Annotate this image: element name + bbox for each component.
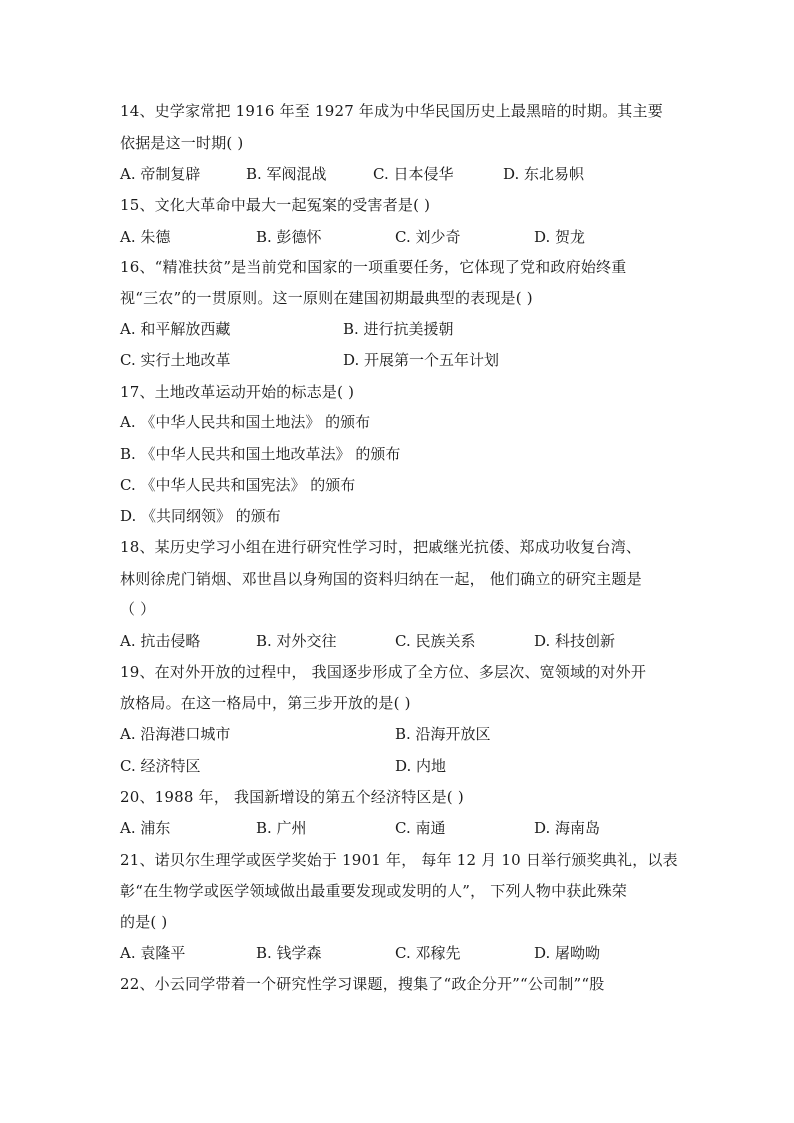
question-16-option-d: D. 开展第一个五年计划 [343, 351, 500, 369]
question-19-option-c: C. 经济特区 [120, 757, 201, 775]
question-21-option-b: B. 钱学森 [256, 944, 322, 962]
question-15-option-b: B. 彭德怀 [256, 228, 322, 246]
question-19-stem-line-2: 放格局。在这一格局中，第三步开放的是( ) [120, 694, 411, 712]
question-20-option-d: D. 海南岛 [534, 819, 601, 837]
question-18-option-c: C. 民族关系 [395, 632, 476, 650]
question-18-option-d: D. 科技创新 [534, 632, 616, 650]
question-15-option-c: C. 刘少奇 [395, 228, 461, 246]
question-19-stem-line-1: 19、在对外开放的过程中， 我国逐步形成了全方位、多层次、宽领域的对外开 [120, 663, 647, 681]
question-14-option-a: A. 帝制复辟 [120, 165, 201, 183]
question-20-option-c: C. 南通 [395, 819, 446, 837]
question-18-option-b: B. 对外交往 [256, 632, 337, 650]
question-14-option-c: C. 日本侵华 [373, 165, 454, 183]
question-18-stem-line-3: （ ） [120, 600, 156, 618]
question-15-option-a: A. 朱德 [120, 228, 171, 246]
question-14-stem-line-2: 依据是这一时期( ) [120, 134, 244, 152]
question-17-option-b: B. 《中华人民共和国土地改革法》 的颁布 [120, 445, 401, 463]
question-21-stem-line-3: 的是( ) [120, 913, 168, 931]
question-21-option-a: A. 袁隆平 [120, 944, 186, 962]
question-18-option-a: A. 抗击侵略 [120, 632, 201, 650]
question-15-stem: 15、文化大革命中最大一起冤案的受害者是( ) [120, 196, 431, 214]
question-20-stem: 20、1988 年， 我国新增设的第五个经济特区是( ) [120, 788, 464, 806]
question-19-option-d: D. 内地 [395, 757, 447, 775]
question-21-option-d: D. 屠呦呦 [534, 944, 601, 962]
question-14-option-b: B. 军阀混战 [246, 165, 327, 183]
question-16-stem-line-2: 视“三农”的一贯原则。这一原则在建国初期最典型的表现是( ) [120, 289, 533, 307]
question-18-stem-line-2: 林则徐虎门销烟、邓世昌以身殉国的资料归纳在一起， 他们确立的研究主题是 [120, 570, 642, 588]
question-22-stem: 22、小云同学带着一个研究性学习课题，搜集了“政企分开”“公司制”“股 [120, 975, 605, 993]
question-20-option-a: A. 浦东 [120, 819, 171, 837]
question-19-option-b: B. 沿海开放区 [395, 725, 491, 743]
question-14-stem-line-1: 14、史学家常把 1916 年至 1927 年成为中华民国历史上最黑暗的时期。其主要 [120, 102, 663, 120]
question-15-option-d: D. 贺龙 [534, 228, 586, 246]
question-21-stem-line-1: 21、诺贝尔生理学或医学奖始于 1901 年， 每年 12 月 10 日举行颁奖典礼，以表 [120, 851, 678, 869]
question-17-option-d: D. 《共同纲领》 的颁布 [120, 507, 281, 525]
question-16-option-c: C. 实行土地改革 [120, 351, 231, 369]
question-20-option-b: B. 广州 [256, 819, 307, 837]
question-17-stem: 17、土地改革运动开始的标志是( ) [120, 383, 355, 401]
question-17-option-c: C. 《中华人民共和国宪法》 的颁布 [120, 476, 356, 494]
question-17-option-a: A. 《中华人民共和国土地法》 的颁布 [120, 413, 371, 431]
question-21-option-c: C. 邓稼先 [395, 944, 461, 962]
question-16-option-b: B. 进行抗美援朝 [343, 320, 454, 338]
question-19-option-a: A. 沿海港口城市 [120, 725, 231, 743]
question-16-stem-line-1: 16、“精准扶贫”是当前党和国家的一项重要任务，它体现了党和政府始终重 [120, 258, 627, 276]
question-21-stem-line-2: 彰“在生物学或医学领域做出最重要发现或发明的人”， 下列人物中获此殊荣 [120, 882, 628, 900]
question-18-stem-line-1: 18、某历史学习小组在进行研究性学习时，把戚继光抗倭、郑成功收复台湾、 [120, 538, 642, 556]
question-14-option-d: D. 东北易帜 [503, 165, 585, 183]
question-16-option-a: A. 和平解放西藏 [120, 320, 231, 338]
